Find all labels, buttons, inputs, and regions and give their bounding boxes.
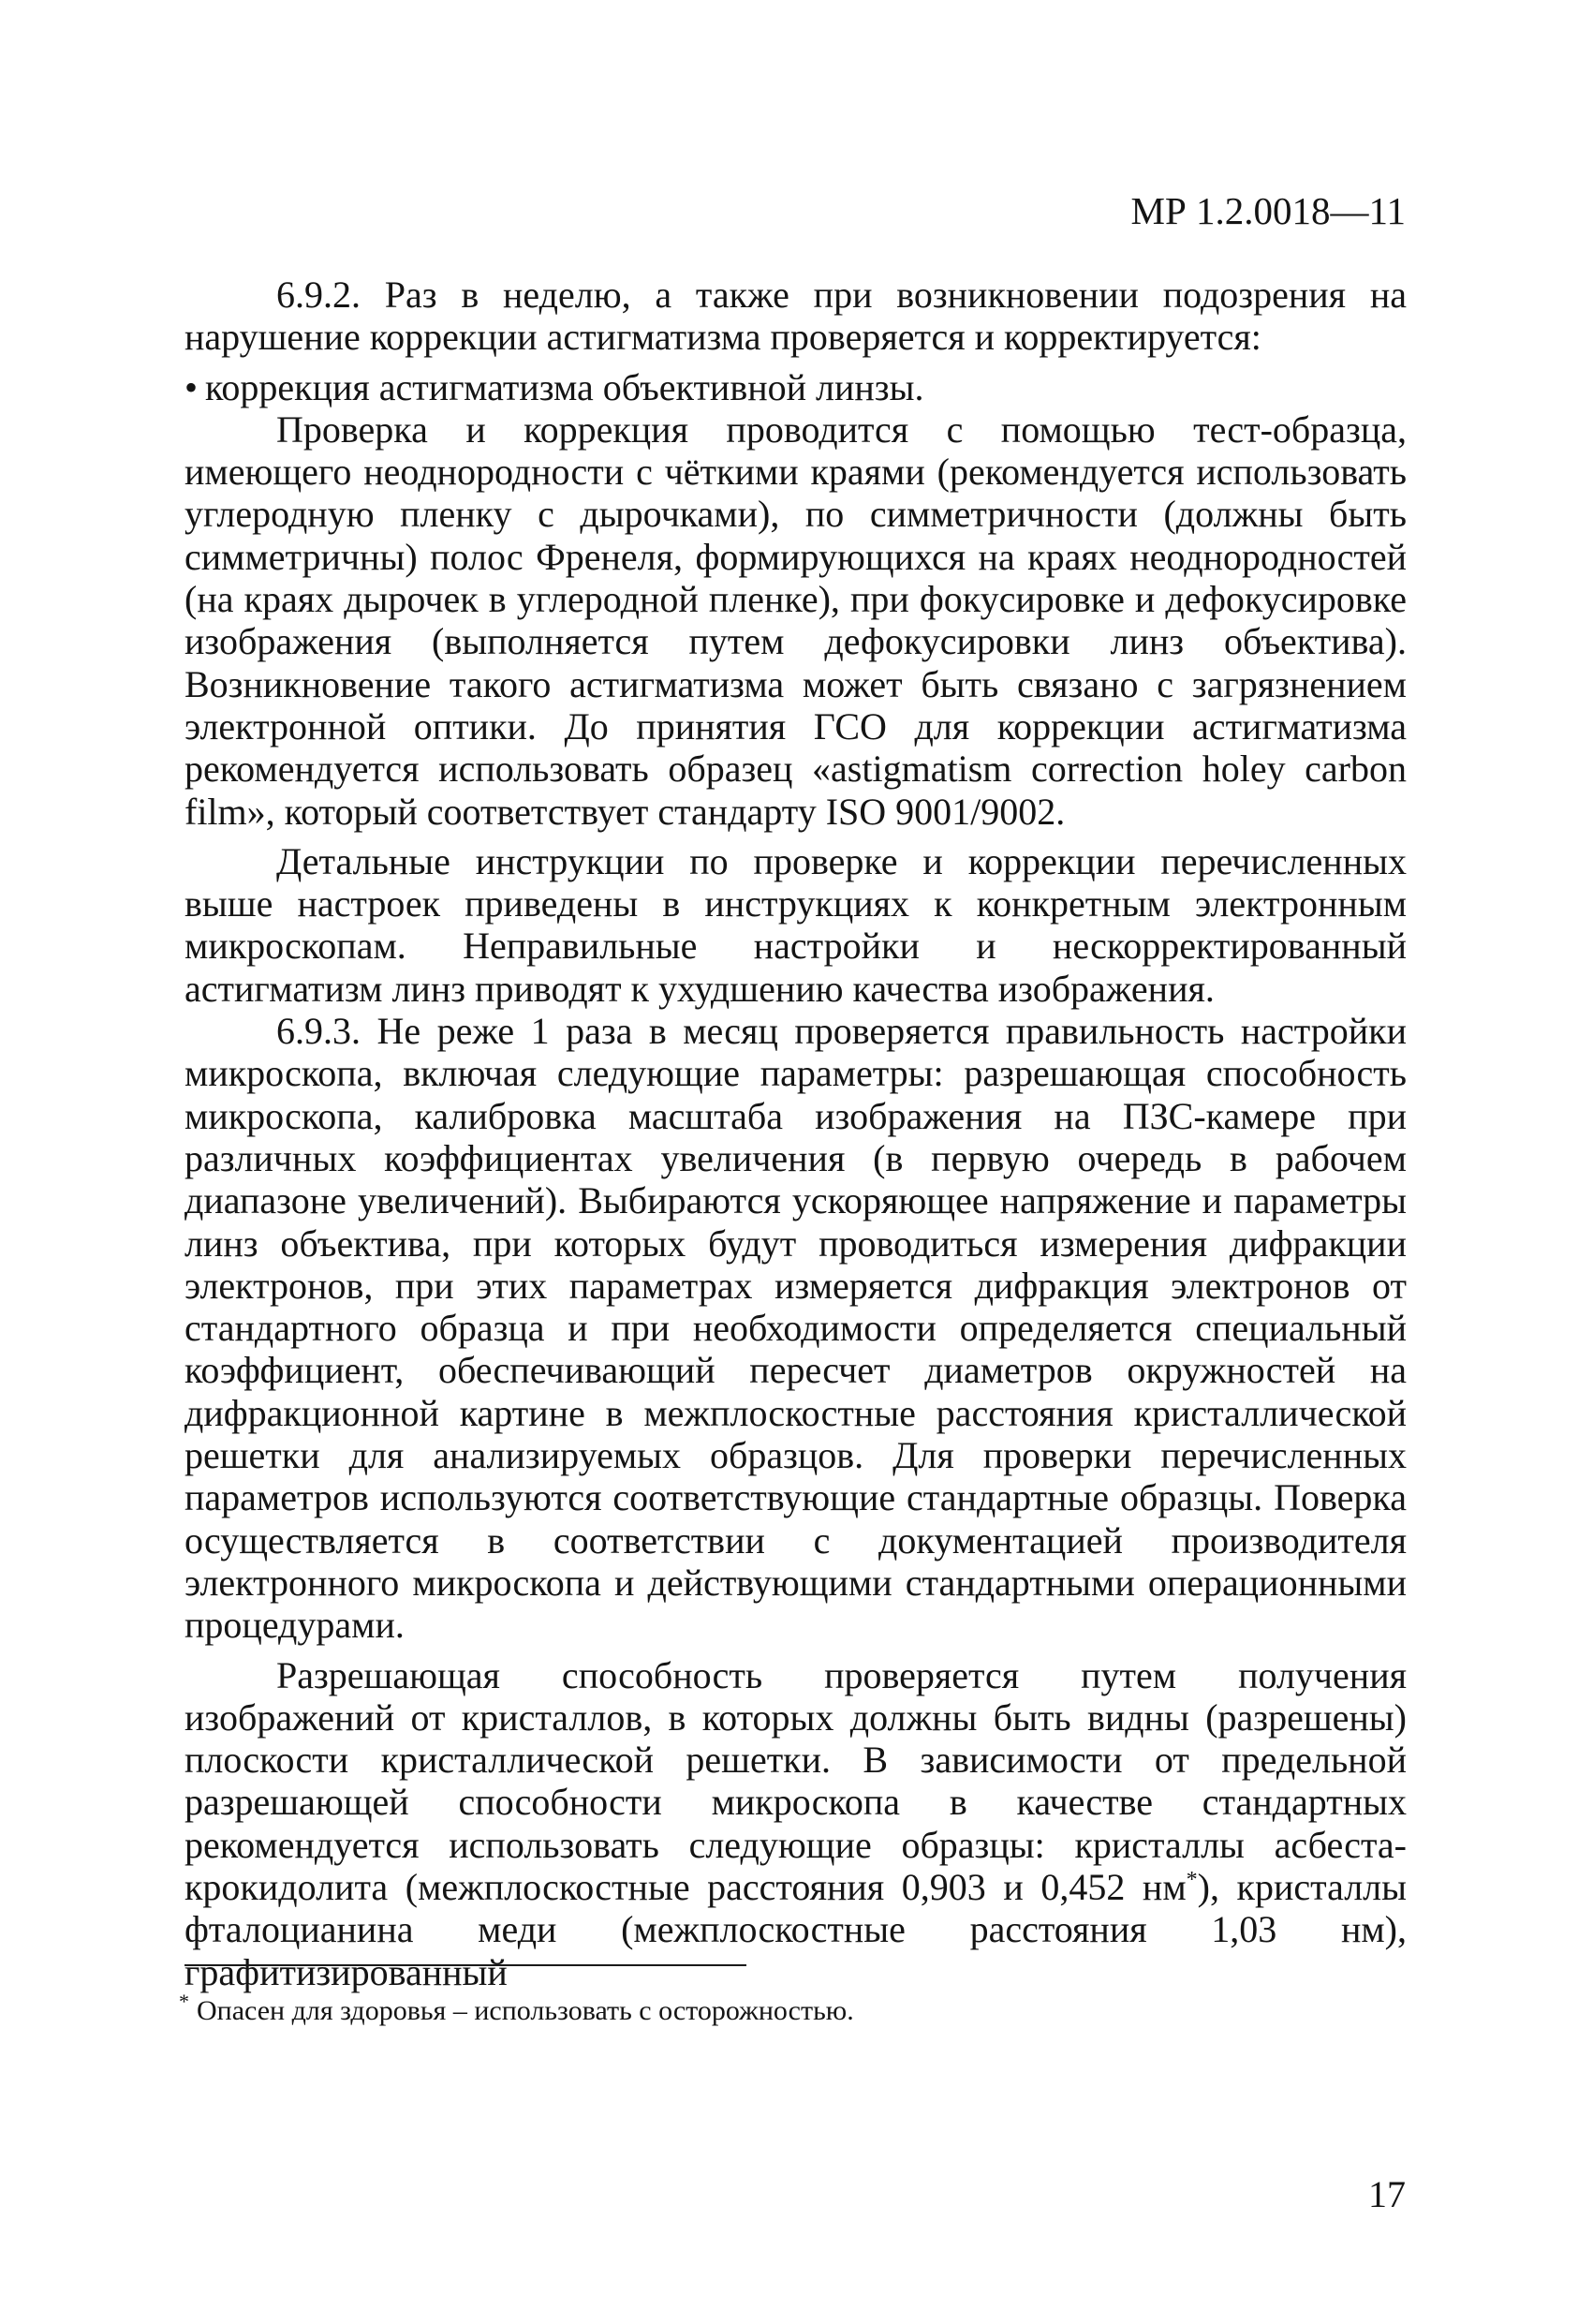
- footnote-text: Опасен для здоровья – использовать с осторожностью.: [197, 1995, 854, 2026]
- bullet-text: коррекция астигматизма объективной линзы.: [205, 365, 924, 408]
- footnote-separator: [184, 1964, 746, 1966]
- page-number: 17: [1368, 2173, 1406, 2215]
- body-text: [184, 274, 1407, 1993]
- footnote-mark: *: [179, 1990, 189, 2013]
- document-code: МР 1.2.0018—11: [1130, 189, 1406, 232]
- paragraph-instructions: Детальные инструкции по проверке и коррекции перечисленных выше настроек приведены в инструкциях к конкретным электронным микроскопам. Неправильные настройки и нескорректированный астигматизм линз приводят к ухудшению качества изображения.: [184, 839, 1407, 1010]
- paragraph-6-9-3: 6.9.3. Не реже 1 раза в месяц проверяется правильность настройки микроскопа, включая следующие параметры: разрешающая способность микроскопа, калибровка масштаба изображения на ПЗС-камере при различных коэффициентах увеличения (в первую очередь в рабочем диапазоне увеличений). Выбираются ускоряющее напряжение и параметры линз объектива, при которых будут проводиться измерения дифракции электронов, при этих параметрах измеряется дифракция электронов от стандартного образца и при необходимости определяется специальный коэффициент, обеспечивающий пересчет диаметров окружностей на дифракционной картине в межплоскостные расстояния кристаллической решетки для анализируемых образцов. Для проверки перечисленных параметров используются соответствующие стандартные образцы. Поверка осуществляется в соответствии с документацией производителя электронного микроскопа и действующими стандартными операционными процедурами.: [184, 1010, 1407, 1647]
- footnote: [179, 1992, 854, 2030]
- resolution-text-part-1: Разрешающая способность проверяется путем получения изображений от кристаллов, в которых должны быть видны (разрешены) плоскости кристаллической решетки. В зависимости от предельной разрешающей способности микроскопа в качестве стандартных рекомендуется использовать следующие образцы: кристаллы асбеста-крокидолита (межплоскостные расстояния 0,903 и 0,452 нм: [184, 1653, 1407, 1908]
- bullet-item: [184, 366, 1407, 408]
- paragraph-6-9-2: 6.9.2. Раз в неделю, а также при возникновении подозрения на нарушение коррекции астигматизма проверяется и корректируется:: [184, 274, 1407, 359]
- resolution-text-part-2: ), кристаллы фталоцианина меди (межплоскостные расстояния 1,03 нм), графитизированный: [184, 1865, 1407, 1993]
- footnote-reference: *: [1186, 1867, 1198, 1892]
- paragraph-resolution: [184, 1654, 1407, 1993]
- paragraph-astigmatism-check: Проверка и коррекция проводится с помощью тест-образца, имеющего неоднородности с чёткими краями (рекомендуется использовать углеродную пленку с дырочками), по симметричности (должны быть симметричны) полос Френеля, формирующихся на краях неоднородностей (на краях дырочек в углеродной пленке), при фокусировке и дефокусировке изображения (выполняется путем дефокусировки линз объектива). Возникновение такого астигматизма может быть связано с загрязнением электронной оптики. До принятия ГСО для коррекции астигматизма рекомендуется использовать образец «astigmatism correction holey carbon film», который соответствует стандарту ISO 9001/9002.: [184, 407, 1407, 833]
- bullet-icon: •: [184, 365, 199, 408]
